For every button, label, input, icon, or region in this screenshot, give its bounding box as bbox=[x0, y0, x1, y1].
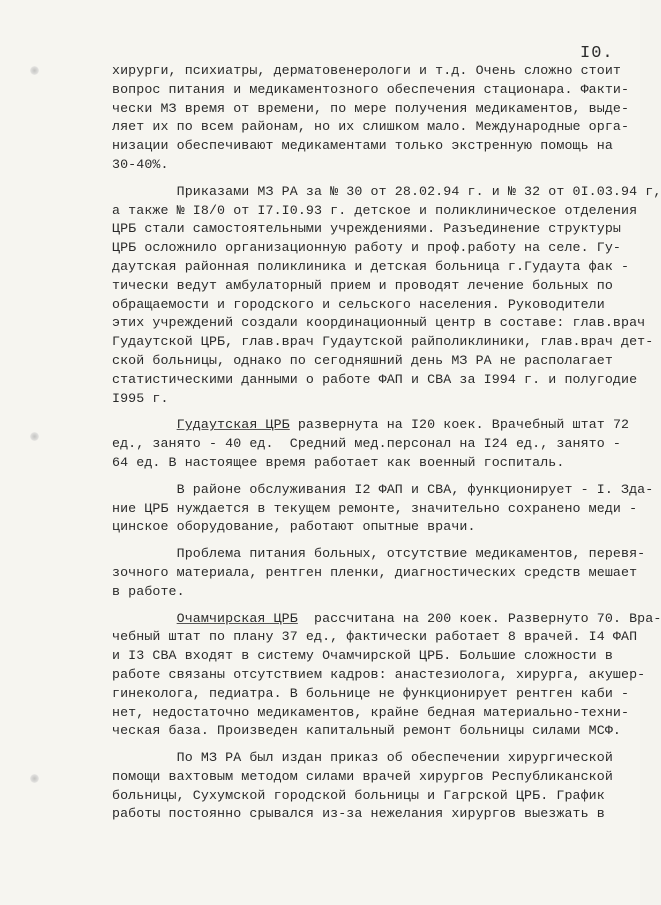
text-line: Гудаутская ЦРБ развернута на I20 коек. Врачебный штат 72 bbox=[176, 417, 630, 433]
paragraph bbox=[112, 481, 654, 537]
text-line: в работе. bbox=[112, 583, 185, 599]
paragraph bbox=[112, 545, 646, 601]
paragraph-gap bbox=[112, 175, 612, 183]
text-line: этих учреждений создали координационный центр в составе: глав.врач bbox=[112, 315, 646, 331]
text-line: даутская районная поликлиника и детская больница г.Гудаута фак - bbox=[112, 258, 630, 274]
text-line: ние ЦРБ нуждается в текущем ремонте, значительно сохранено меди - bbox=[112, 500, 638, 516]
document-body bbox=[112, 62, 661, 824]
paragraph bbox=[112, 62, 630, 175]
text-line: зочного материала, рентген пленки, диагностических средств мешает bbox=[112, 564, 638, 580]
text-line: низации обеспечивают медикаментами только экстренную помощь на bbox=[112, 138, 613, 154]
paragraph-gap bbox=[112, 473, 612, 481]
text-line: помощи вахтовым методом силами врачей хирургов Республиканской bbox=[112, 768, 613, 784]
paragraph-gap bbox=[112, 741, 612, 749]
paragraph-gap bbox=[112, 537, 612, 545]
text-line: 64 ед. В настоящее время работает как военный госпиталь. bbox=[112, 454, 565, 470]
text-line: а также № I8/0 от I7.I0.93 г. детское и поликлиническое отделения bbox=[112, 202, 638, 218]
text-line: и I3 СВА входят в систему Очамчирской ЦРБ. Большие сложности в bbox=[112, 648, 613, 664]
text-line: ской больницы, однако по сегодняшний день МЗ РА не располагает bbox=[112, 352, 613, 368]
text-line: ЦРБ стали самостоятельными учреждениями. Разъединение структуры bbox=[112, 221, 622, 237]
paragraph-gap bbox=[112, 408, 612, 416]
text-line: ляет их по всем районам, но их слишком мало. Международные орга- bbox=[112, 119, 630, 135]
text-line: чебный штат по плану 37 ед., фактически работает 8 врачей. I4 ФАП bbox=[112, 629, 638, 645]
text-line: ЦРБ осложнило организационную работу и проф.работу на селе. Гу- bbox=[112, 240, 622, 256]
paragraph bbox=[112, 749, 612, 824]
paragraph bbox=[112, 610, 661, 742]
punch-hole-mark bbox=[30, 432, 39, 441]
text-line: чески МЗ время от времени, по мере получения медикаментов, выде- bbox=[112, 100, 630, 116]
text-line: 30-40%. bbox=[112, 156, 169, 172]
text-line: работы постоянно срывался из-за нежелания хирургов выезжать в bbox=[112, 806, 605, 822]
text-line: работе связаны отсутствием кадров: анастезиолога, хирурга, акушер- bbox=[112, 666, 646, 682]
text-line: хирурги, психиатры, дерматовенерологи и т.д. Очень сложно стоит bbox=[112, 63, 622, 78]
text-line: По МЗ РА был издан приказ об обеспечении хирургической bbox=[112, 750, 613, 766]
text-line: ческая база. Произведен капитальный ремонт больницы силами МСФ. bbox=[112, 723, 622, 739]
text-line: гинеколога, педиатра. В больнице не функционирует рентген каби - bbox=[112, 685, 630, 701]
punch-hole-mark bbox=[30, 774, 39, 783]
text-line: Очамчирская ЦРБ рассчитана на 200 коек. Развернуто 70. Вра- bbox=[176, 610, 661, 626]
text-line: нет, недостаточно медикаментов, крайне бедная материально-техни- bbox=[112, 704, 630, 720]
underlined-hospital-name: Очамчирская ЦРБ bbox=[176, 610, 298, 626]
text-line: В районе обслуживания I2 ФАП и СВА, функционирует - I. Зда- bbox=[112, 481, 654, 497]
text-line: обращаемости и городского и сельского населения. Руководители bbox=[112, 296, 605, 312]
text-line: цинское оборудование, работают опытные врачи. bbox=[112, 519, 476, 535]
punch-hole-mark bbox=[30, 66, 39, 75]
paragraph-gap bbox=[112, 602, 612, 610]
text-line: Гудаутской ЦРБ, глав.врач Гудаутской райполиклиники, глав.врач дет- bbox=[112, 334, 654, 350]
text-line: I995 г. bbox=[112, 390, 169, 406]
text-line: больницы, Сухумской городской больницы и Гагрской ЦРБ. График bbox=[112, 787, 605, 803]
text-line: вопрос питания и медикаментозного обеспечения стационара. Факти- bbox=[112, 81, 630, 97]
text-line: Проблема питания больных, отсутствие медикаментов, перевя- bbox=[112, 546, 646, 562]
paragraph bbox=[112, 183, 661, 409]
text-line: статистическими данными о работе ФАП и СВА за I994 г. и полугодие bbox=[112, 371, 638, 387]
page-number: I0. bbox=[580, 44, 614, 63]
text-line: ед., занято - 40 ед. Средний мед.персонал на I24 ед., занято - bbox=[112, 436, 622, 452]
text-line: Приказами МЗ РА за № 30 от 28.02.94 г. и № 32 от 0I.03.94 г, bbox=[112, 183, 661, 199]
text-line: тически ведут амбулаторный прием и проводят лечение больных по bbox=[112, 277, 613, 293]
paragraph bbox=[112, 416, 630, 472]
underlined-hospital-name: Гудаутская ЦРБ bbox=[176, 417, 290, 433]
